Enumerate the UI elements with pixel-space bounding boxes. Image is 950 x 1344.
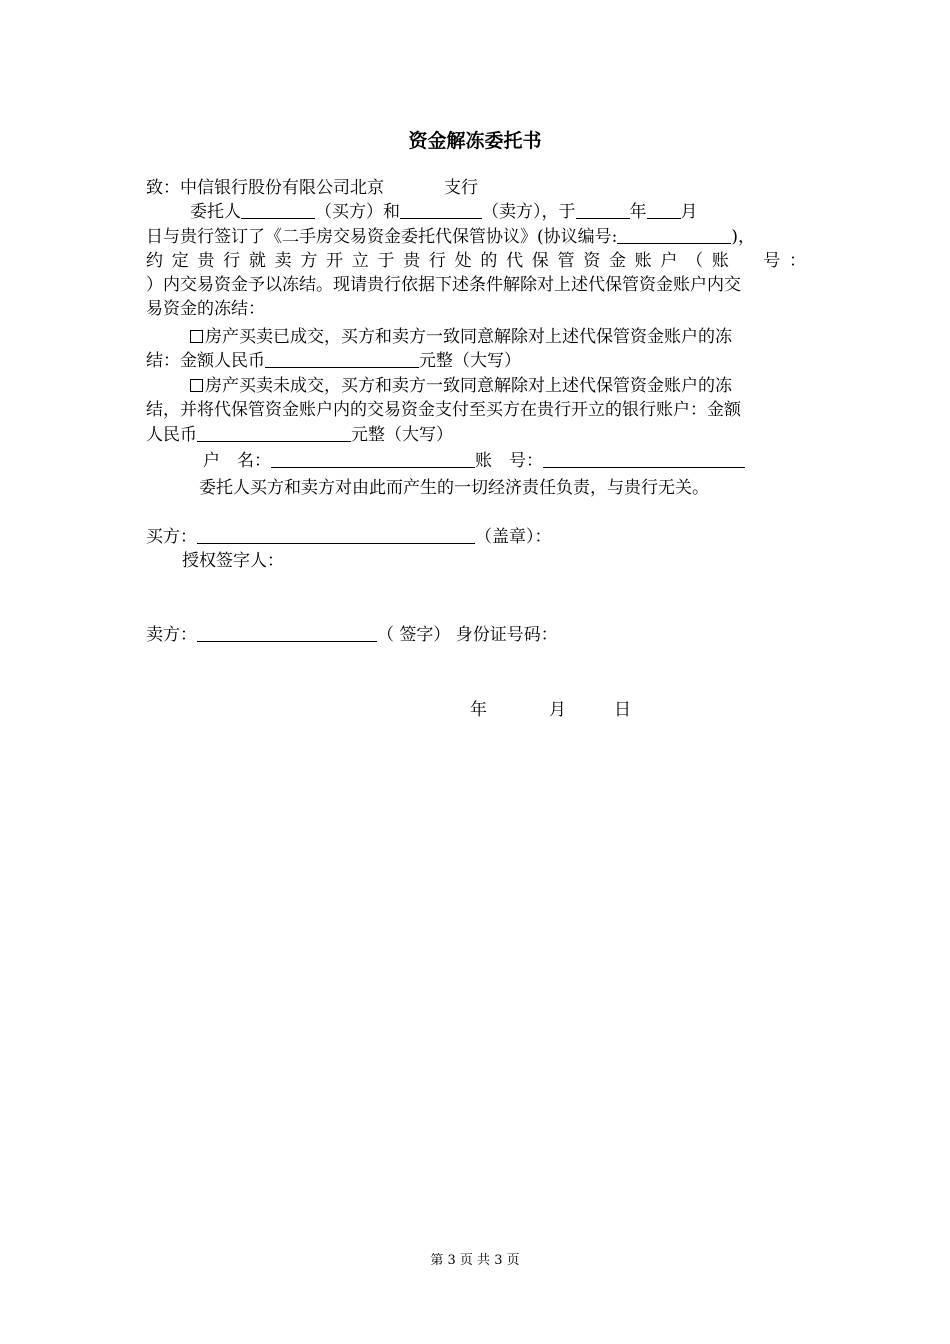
seller-blank: [400, 200, 482, 219]
completed-amount-blank[interactable]: [265, 349, 419, 368]
option-not-completed: 房产买卖未成交，买方和卖方一致同意解除对上述代保管资金账户的冻: [190, 374, 732, 398]
entrustor-line: 委托人 （买方）和 （卖方），于 年 月: [190, 202, 698, 222]
agreement-line: 日与贵行签订了《二手房交易资金委托代保管协议》(协议编号: )，: [146, 227, 755, 247]
buyer-blank: [241, 200, 315, 219]
seller-signature-line: 卖方： （ 签字） 身份证号码：: [146, 625, 558, 645]
option-not-completed-line2: 结，并将代保管资金账户内的交易资金支付至买方在贵行开立的银行账户：金额: [146, 400, 741, 420]
addressee-line: [146, 176, 478, 200]
freeze-line: ）内交易资金予以冻结。现请贵行依据下述条件解除对上述代保管资金账户内交: [146, 275, 741, 295]
option-completed-checkbox[interactable]: [190, 330, 203, 343]
option-completed: 房产买卖已成交，买方和卖方一致同意解除对上述代保管资金账户的冻: [190, 325, 732, 349]
option-completed-amount: 结：金额人民币 元整（大写）: [146, 351, 521, 371]
addressee-suffix: 支行: [444, 178, 478, 198]
seller-signature-blank[interactable]: [197, 623, 377, 642]
addressee-prefix: 致：中信银行股份有限公司北京: [146, 178, 384, 198]
buyer-signature-line: 买方： （盖章）：: [146, 527, 552, 547]
account-number-blank[interactable]: [543, 449, 745, 468]
option-not-completed-amount: 人民币 元整（大写）: [146, 425, 453, 445]
authorized-signer: 授权签字人：: [182, 551, 284, 571]
account-line: 约定贵行就卖方开立于贵行处的代保管资金账户（账 号：: [146, 251, 806, 271]
not-completed-amount-blank[interactable]: [197, 423, 351, 442]
page-footer: 第 3 页 共 3 页: [430, 1253, 520, 1268]
document-title: 资金解冻委托书: [408, 130, 542, 152]
account-name-blank[interactable]: [271, 449, 475, 468]
option-not-completed-checkbox[interactable]: [190, 379, 203, 392]
year-blank: [576, 200, 630, 219]
month-blank: [647, 200, 681, 219]
buyer-signature-blank[interactable]: [197, 525, 475, 544]
conditions-line: 易资金的冻结：: [146, 299, 265, 319]
agreement-number-blank: [617, 225, 731, 244]
liability-statement: 委托人买方和卖方对由此而产生的一切经济责任负责，与贵行无关。: [199, 478, 709, 498]
account-info-line: 户 名： 账 号：: [203, 449, 745, 473]
date-line: 年 月 日: [470, 700, 631, 720]
